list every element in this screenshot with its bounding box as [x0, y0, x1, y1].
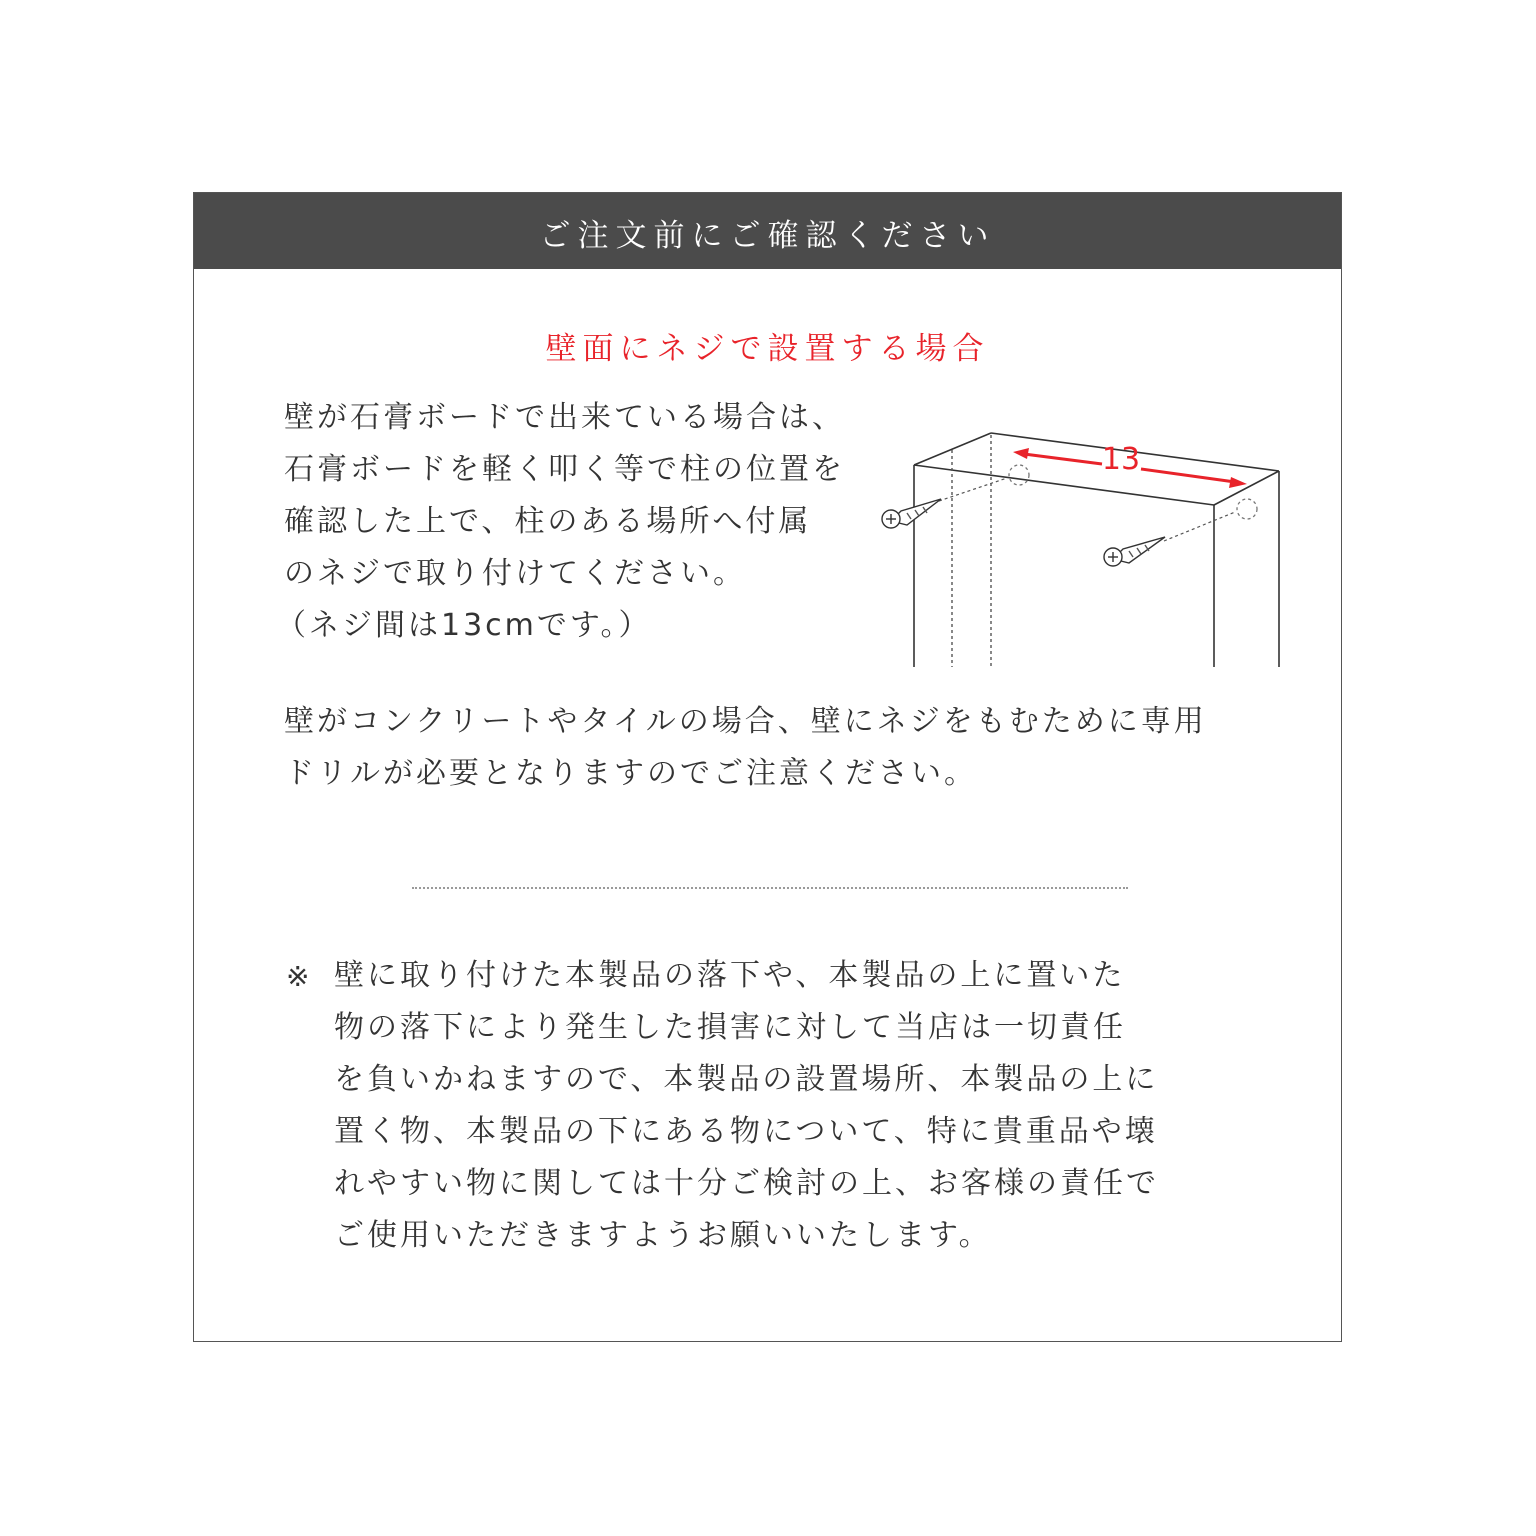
instruction-line: 壁が石膏ボードで出来ている場合は、	[284, 400, 845, 435]
instruction-line: （ネジ間は13cmです。）	[276, 608, 652, 643]
header-title: ご注文前にご確認ください	[539, 217, 996, 254]
section-title: 壁面にネジで設置する場合	[545, 331, 990, 367]
notice-box	[193, 192, 1342, 1342]
stud-lines	[952, 435, 991, 667]
disclaimer-line: を負いかねますので、本製品の設置場所、本製品の上に	[334, 1062, 1159, 1097]
screw-icon	[882, 499, 941, 528]
instruction-line: 確認した上で、柱のある場所へ付属	[284, 504, 812, 539]
spacing-label: 13	[1101, 442, 1141, 477]
concrete-note-line: 壁がコンクリートやタイルの場合、壁にネジをもむために専用	[284, 704, 1207, 739]
disclaimer-line: 置く物、本製品の下にある物について、特に貴重品や壊	[334, 1114, 1158, 1149]
shelf-outline	[914, 433, 1279, 667]
instruction-line: 石膏ボードを軽く叩く等で柱の位置を	[284, 452, 845, 487]
disclaimer-line: れやすい物に関しては十分ご検討の上、お客様の責任で	[334, 1166, 1159, 1201]
disclaimer-line: 壁に取り付けた本製品の落下や、本製品の上に置いた	[334, 958, 1126, 993]
concrete-note-line: ドリルが必要となりますのでご注意ください。	[284, 756, 977, 791]
disclaimer-line: ご使用いただきますようお願いいたします。	[334, 1218, 992, 1253]
dotted-divider	[412, 887, 1128, 889]
disclaimer-line: 物の落下により発生した損害に対して当店は一切責任	[334, 1010, 1126, 1045]
header-bar	[194, 193, 1341, 269]
screw-mounting-diagram	[879, 423, 1289, 673]
note-mark: ※	[286, 960, 310, 993]
instruction-line: のネジで取り付けてください。	[284, 556, 746, 591]
screw-icon	[1104, 537, 1165, 566]
